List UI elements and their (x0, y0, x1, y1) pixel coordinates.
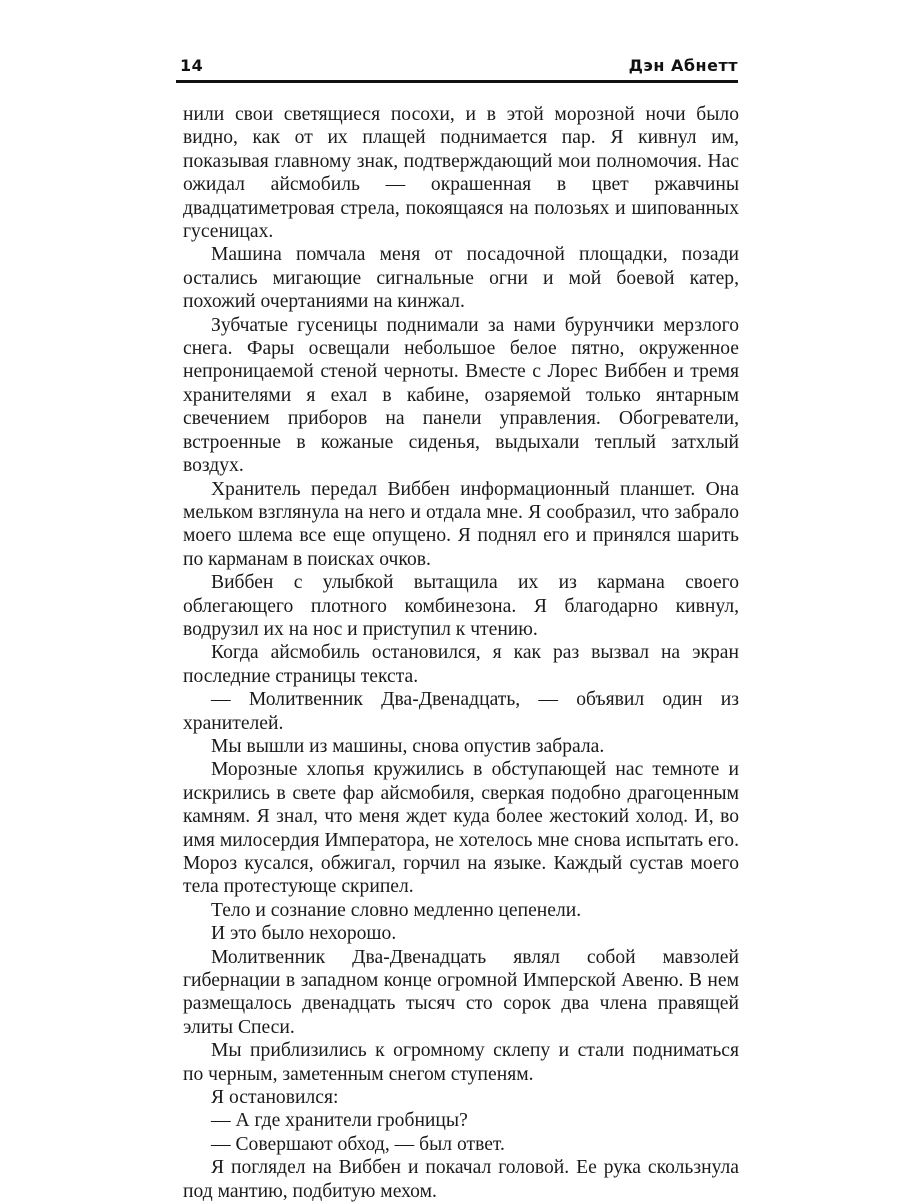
paragraph: — Молитвенник Два-Двенадцать, — объявил один из хранителей. (183, 689, 739, 734)
header-rule (176, 80, 738, 83)
paragraph: Хранитель передал Виббен информационный планшет. Она мельком взглянула на него и отдала мне. Я сообразил, что забрало моего шлема все еще опущено. Я поднял его и принялся шарить по карманам в поисках очков. (183, 478, 739, 570)
page-header (176, 56, 738, 78)
paragraph: И это было нехорошо. (211, 923, 397, 945)
paragraph: Я остановился: (211, 1087, 339, 1109)
running-head-author: Дэн Абнетт (628, 56, 738, 75)
paragraph: Виббен с улыбкой вытащила их из кармана своего облегающего плотного комбинезона. Я благодарно кивнул, водрузил их на нос и приступил к чтению. (183, 572, 739, 640)
page-number: 14 (180, 56, 204, 75)
paragraph: Молитвенник Два-Двенадцать являл собой мавзолей гибернации в западном конце огромной Имперской Авеню. В нем размещалось двенадцать тысяч сто сорок два члена правящей элиты Спеси. (183, 946, 739, 1038)
paragraph: — Совершают обход, — был ответ. (211, 1133, 505, 1155)
paragraph: Мы вышли из машины, снова опустив забрала. (211, 735, 605, 757)
paragraph: Зубчатые гусеницы поднимали за нами бурунчики мерзлого снега. Фары освещали небольшое белое пятно, окруженное непроницаемой стеной черноты. Вместе с Лорес Виббен и тремя хранителями я ехал в кабине, озаряемой только янтарным свечением приборов на панели управления. Обогреватели, встроенные в кожаные сиденья, выдыхали теплый затхлый воздух. (183, 314, 739, 477)
paragraph: Тело и сознание словно медленно цепенели. (211, 899, 582, 921)
paragraph: — А где хранители гробницы? (211, 1110, 468, 1132)
paragraph: Я поглядел на Виббен и покачал головой. Ее рука скользнула под мантию, подбитую мехом. (183, 1157, 739, 1202)
paragraph: Мы приблизились к огромному склепу и стали подниматься по черным, заметенным снегом ступеням. (183, 1040, 739, 1085)
paragraph: Машина помчала меня от посадочной площадки, позади остались мигающие сигнальные огни и мой боевой катер, похожий очертаниями на кинжал. (183, 244, 739, 313)
paragraph: Когда айсмобиль остановился, я как раз вызвал на экран последние страницы текста. (183, 642, 739, 687)
paragraph: нили свои светящиеся посохи, и в этой морозной ночи было видно, как от их плащей поднимается пар. Я кивнул им, показывая главному знак, подтверждающий мои полномочия. Нас ожидал айсмобиль — окрашенная в цвет ржавчины двадцатиметровая стрела, покоящаяся на полозьях и шипованных гусеницах. (183, 104, 739, 243)
body-text (183, 103, 739, 1203)
paragraph: Морозные хлопья кружились в обступающей нас темноте и искрились в свете фар айсмобиля, сверкая подобно драгоценным камням. Я знал, что меня ждет куда более жестокий холод. И, во имя милосердия Императора, не хотелось мне снова испытать его. Мороз кусался, обжигал, горчил на языке. Каждый сустав моего тела протестующе скрипел. (183, 759, 739, 898)
